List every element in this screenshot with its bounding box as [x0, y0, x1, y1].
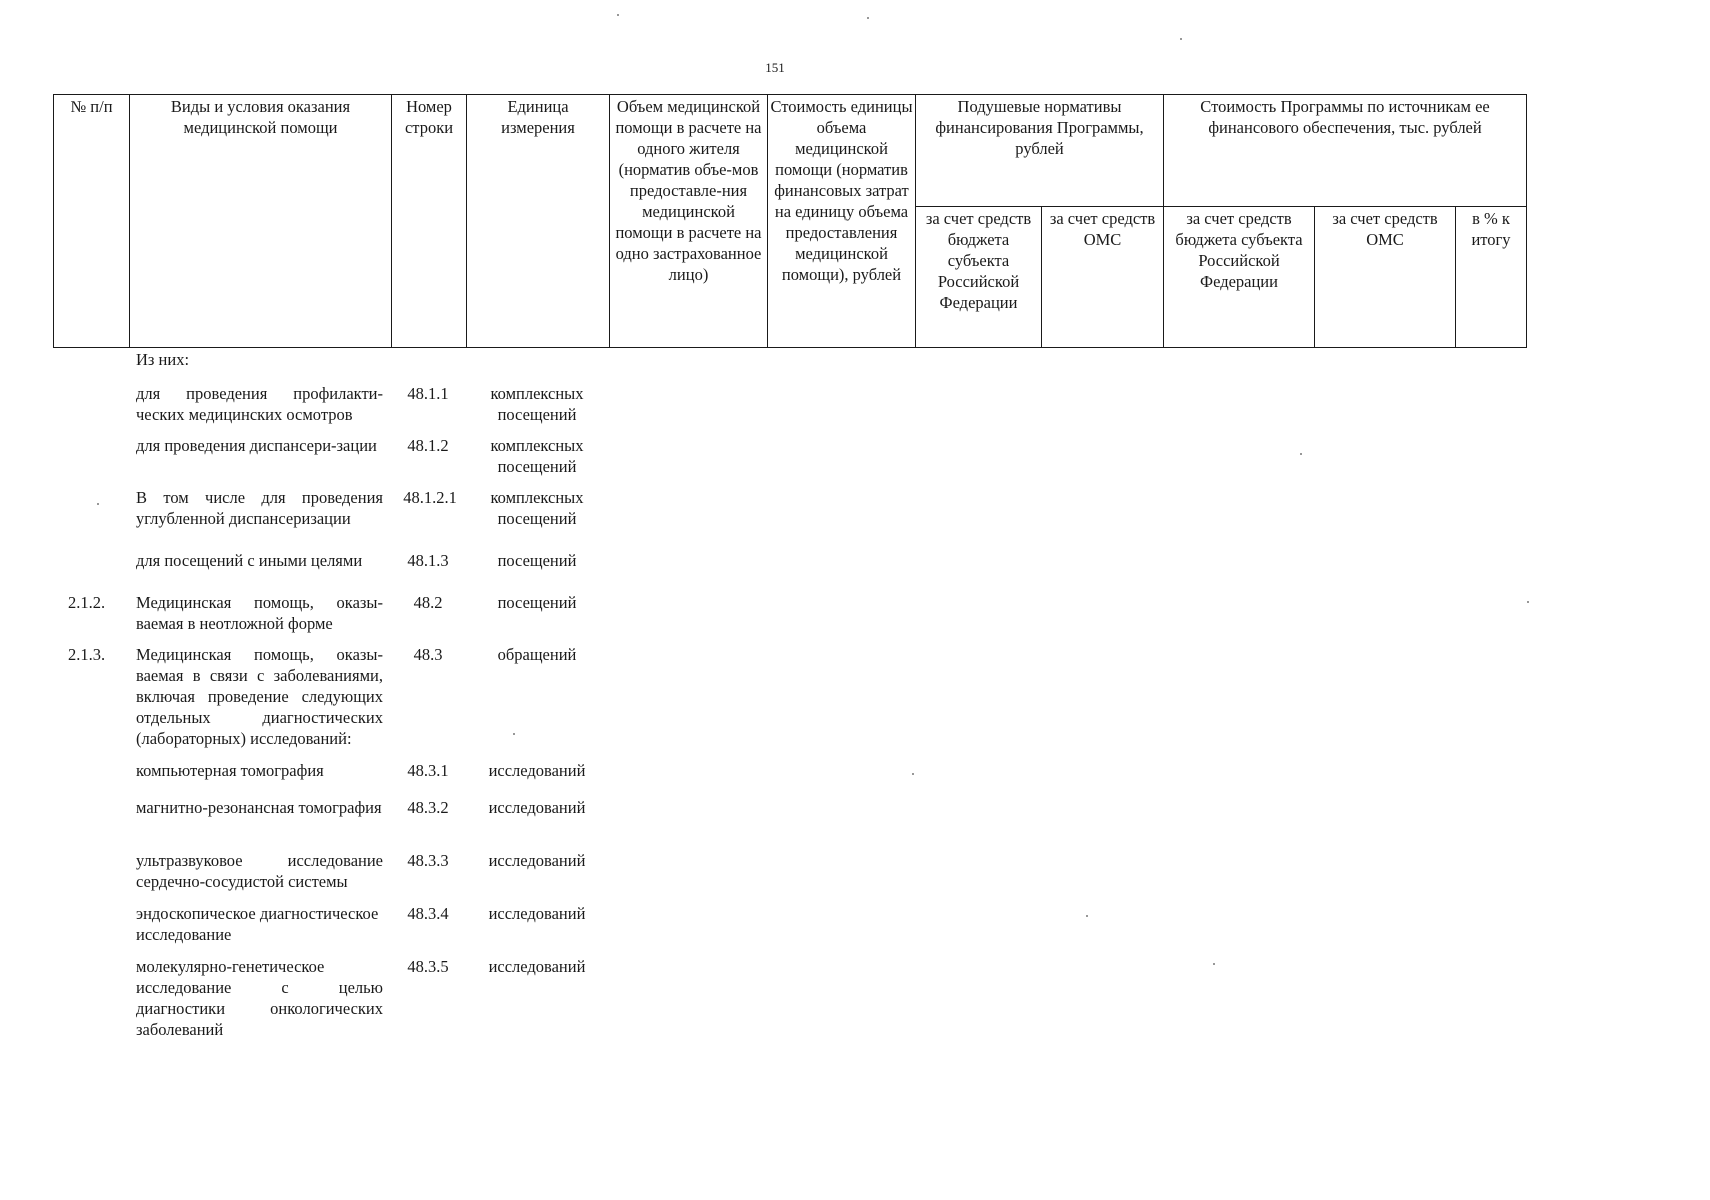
row-unit: комплексных посещений [490, 436, 584, 476]
row-code: 48.3 [413, 645, 443, 664]
row-code: 48.3.3 [407, 851, 449, 870]
row-description: для проведения профилакти-ческих медицинских осмотров [136, 384, 383, 424]
header-sub-budget-b: за счет средств бюджета субъекта Российской Федерации [1164, 207, 1315, 348]
row-description: компьютерная томография [136, 761, 324, 780]
row-unit: обращений [497, 645, 577, 664]
header-sub-budget-a: за счет средств бюджета субъекта Российской Федерации [916, 207, 1042, 348]
row-unit: исследований [488, 761, 586, 780]
scan-speck [1180, 38, 1182, 40]
row-description: Медицинская помощь, оказы-ваемая в неотложной форме [136, 593, 383, 633]
row-code: 48.1.1 [407, 384, 449, 403]
row-description: для проведения диспансери-зации [136, 436, 377, 455]
header-col-types: Виды и условия оказания медицинской помощи [130, 95, 392, 348]
row-code: 48.3.5 [407, 957, 449, 976]
page-number: 151 [765, 60, 785, 75]
row-unit: посещений [497, 593, 577, 612]
row-description: молекулярно-генетическое исследование с целью диагностики онкологических заболеваний [136, 957, 383, 1039]
row-unit: комплексных посещений [490, 488, 584, 528]
row-code: 48.3.2 [407, 798, 449, 817]
scan-speck [1527, 601, 1529, 603]
row-number: 2.1.2. [68, 593, 106, 612]
header-col-row-number: Номер строки [392, 95, 467, 348]
row-description: для посещений с иными целями [136, 551, 363, 570]
header-col-program-cost: Стоимость Программы по источникам ее финансового обеспечения, тыс. рублей [1164, 95, 1527, 207]
row-code: 48.1.2.1 [403, 488, 457, 507]
row-description: эндоскопическое диагностическое исследование [136, 904, 379, 944]
header-col-number: № п/п [54, 95, 130, 348]
intro-text: Из них: [136, 350, 190, 369]
scan-speck [1213, 963, 1215, 965]
scan-speck [1300, 453, 1302, 455]
row-description: ультразвуковое исследование сердечно-сосудистой системы [136, 851, 383, 891]
row-code: 48.3.4 [407, 904, 449, 923]
row-code: 48.2 [413, 593, 443, 612]
row-number: 2.1.3. [68, 645, 106, 664]
row-unit: исследований [488, 957, 586, 976]
row-unit: исследований [488, 798, 586, 817]
row-unit: посещений [497, 551, 577, 570]
header-sub-oms-b: за счет средств ОМС [1315, 207, 1456, 348]
scan-speck [617, 14, 619, 16]
header-col-cost-unit: Стоимость единицы объема медицинской помощи (норматив финансовых затрат на единицу объема предоставления медицинской помощи), рублей [768, 95, 916, 348]
header-sub-oms-a: за счет средств ОМС [1042, 207, 1164, 348]
row-code: 48.1.3 [407, 551, 449, 570]
header-sub-percent: в % к итогу [1456, 207, 1527, 348]
scan-speck [912, 773, 914, 775]
scan-speck [513, 733, 515, 735]
scan-speck [97, 503, 99, 505]
row-unit: исследований [488, 851, 586, 870]
header-col-unit: Единица измерения [467, 95, 610, 348]
row-description: магнитно-резонансная томография [136, 798, 382, 817]
header-col-volume: Объем медицинской помощи в расчете на одного жителя (норматив объе-мов предоставле-ния медицинской помощи в расчете на одно застрахованное лицо) [610, 95, 768, 348]
table-header [53, 94, 1527, 348]
row-description: В том числе для проведения углубленной диспансеризации [136, 488, 383, 528]
scan-speck [1086, 915, 1088, 917]
scan-speck [867, 17, 869, 19]
row-unit: комплексных посещений [490, 384, 584, 424]
header-col-per-capita: Подушевые нормативы финансирования Программы, рублей [916, 95, 1164, 207]
row-description: Медицинская помощь, оказы-ваемая в связи с заболеваниями, включая проведение следующих отдельных диагностических (лабораторных) исследований: [136, 645, 383, 748]
row-code: 48.1.2 [407, 436, 449, 455]
row-unit: исследований [488, 904, 586, 923]
row-code: 48.3.1 [407, 761, 449, 780]
